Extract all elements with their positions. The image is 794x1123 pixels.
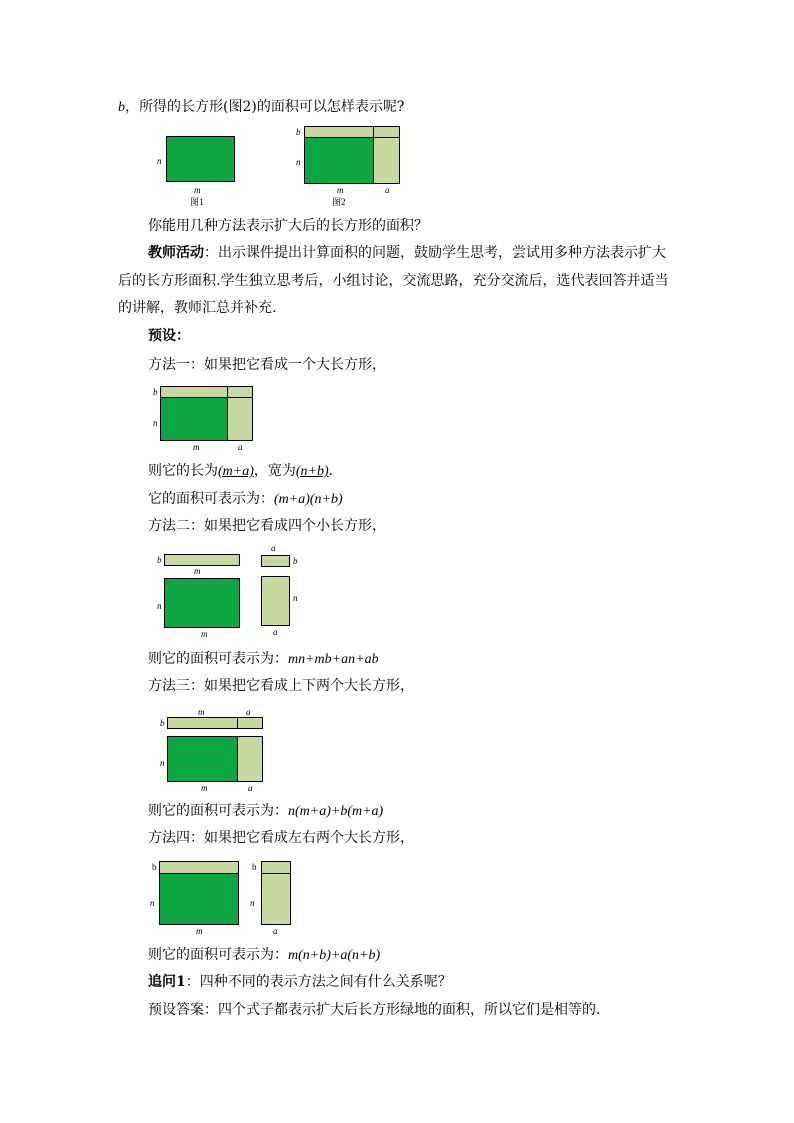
m2-area-prefix: 则它的面积可表示为： [148, 651, 288, 667]
m4-green-rect [159, 873, 239, 925]
var-b: b [118, 100, 125, 115]
m1-label-a: a [238, 442, 243, 452]
m3-green-rect [167, 736, 238, 782]
m1-area-value: (m+a)(n+b) [274, 492, 343, 507]
method3-intro: 方法三：如果把它看成上下两个大长方形， [148, 678, 414, 694]
m1-area-prefix: 它的面积可表示为： [148, 491, 274, 507]
m4-right-strip [261, 873, 291, 925]
m3-top-strip [167, 717, 238, 729]
intro-line [118, 98, 404, 117]
fig1-caption: 图1 [190, 197, 204, 207]
m3-label-b: b [160, 718, 165, 728]
method1-length-line [148, 462, 333, 481]
m2-label-n2: n [293, 593, 298, 603]
followup-label: 追问1 [148, 974, 186, 990]
answer-line [148, 1001, 600, 1019]
fig2-label-a: a [385, 185, 390, 195]
m3-area-value: n(m+a)+b(m+a) [288, 804, 384, 819]
m3-label-a: a [248, 783, 253, 793]
m2-right-strip [261, 576, 290, 626]
teacher-line-2: 后的长方形面积.学生独立思考后，小组讨论，交流思路，充分交流后，选代表回答并适当 [118, 273, 669, 289]
method2-intro: 方法二：如果把它看成四个小长方形， [148, 518, 386, 534]
method4-area-line [148, 946, 380, 965]
m2-label-n1: n [157, 601, 162, 611]
m3-label-a-top: a [246, 707, 251, 717]
m4-area-prefix: 则它的面积可表示为： [148, 947, 288, 963]
m2-label-b2: b [293, 556, 298, 566]
m4-area-value: m(n+b)+a(n+b) [288, 948, 381, 963]
method3-area-line [148, 802, 383, 821]
m2-top-strip [164, 554, 240, 566]
intro-text: ，所得的长方形(图2)的面积可以怎样表示呢? [125, 99, 405, 115]
method4-intro: 方法四：如果把它看成左右两个大长方形， [148, 830, 414, 846]
followup-line [148, 973, 452, 991]
teacher-label: 教师活动 [148, 245, 204, 261]
m1-width-value: (n+b) [295, 464, 329, 479]
m2-label-m1: m [194, 566, 201, 576]
m2-area-value: mn+mb+an+ab [288, 652, 379, 667]
fig2-label-n: n [296, 157, 301, 167]
m3-area-prefix: 则它的面积可表示为： [148, 803, 288, 819]
fig2-caption: 图2 [332, 197, 346, 207]
m1-label-m: m [193, 442, 200, 452]
fig2-right-strip [373, 137, 400, 184]
m3-label-m-top: m [198, 707, 205, 717]
m4-label-b1: b [152, 862, 157, 872]
m1-green-rect [160, 397, 228, 441]
m4-label-m: m [196, 926, 203, 936]
m4-label-n2: n [250, 898, 255, 908]
fig2-label-b: b [296, 127, 301, 137]
m1-length-value: (m+a) [218, 464, 254, 479]
teacher-text-1: ：出示课件提出计算面积的问题，鼓励学生思考，尝试用多种方法表示扩大 [204, 245, 666, 261]
m3-right-strip [237, 736, 263, 782]
m4-label-b2: b [252, 862, 257, 872]
m2-small-square [261, 555, 290, 567]
answer-text: ：四个式子都表示扩大后长方形绿地的面积，所以它们是相等的. [204, 1002, 601, 1018]
m2-label-b1: b [157, 555, 162, 565]
m2-label-a1: a [271, 543, 276, 553]
method1-intro: 方法一：如果把它看成一个大长方形， [148, 357, 386, 373]
question-line: 你能用几种方法表示扩大后的长方形的面积？ [148, 218, 428, 234]
m1-length-prefix: 则它的长为 [148, 463, 218, 479]
method1-area-line [148, 490, 343, 509]
method2-area-line [148, 650, 379, 669]
m2-green-rect [164, 578, 240, 628]
teacher-line-3: 的讲解，教师汇总并补充. [118, 300, 277, 316]
fig2-label-m: m [337, 185, 344, 195]
m3-label-m: m [201, 783, 208, 793]
m1-label-b: b [153, 387, 158, 397]
m4-label-a: a [273, 926, 278, 936]
fig1-label-m: m [194, 185, 201, 195]
teacher-line-1 [148, 244, 666, 262]
followup-text: ：四种不同的表示方法之间有什么关系呢？ [185, 974, 452, 990]
m1-period: . [328, 463, 334, 479]
m3-label-n: n [160, 758, 165, 768]
m1-right-strip [227, 397, 253, 441]
m2-label-a2: a [273, 627, 278, 637]
fig1-green-rect [166, 136, 235, 182]
m4-label-n1: n [150, 898, 155, 908]
answer-label: 预设答案 [148, 1002, 204, 1018]
m3-corner [237, 717, 263, 729]
m2-label-m2: m [201, 629, 208, 639]
m1-width-prefix: ，宽为 [253, 463, 296, 479]
preset-label: 预设： [148, 328, 190, 344]
m1-label-n: n [153, 418, 158, 428]
fig1-label-n: n [157, 156, 162, 166]
fig2-green-rect [304, 137, 374, 184]
